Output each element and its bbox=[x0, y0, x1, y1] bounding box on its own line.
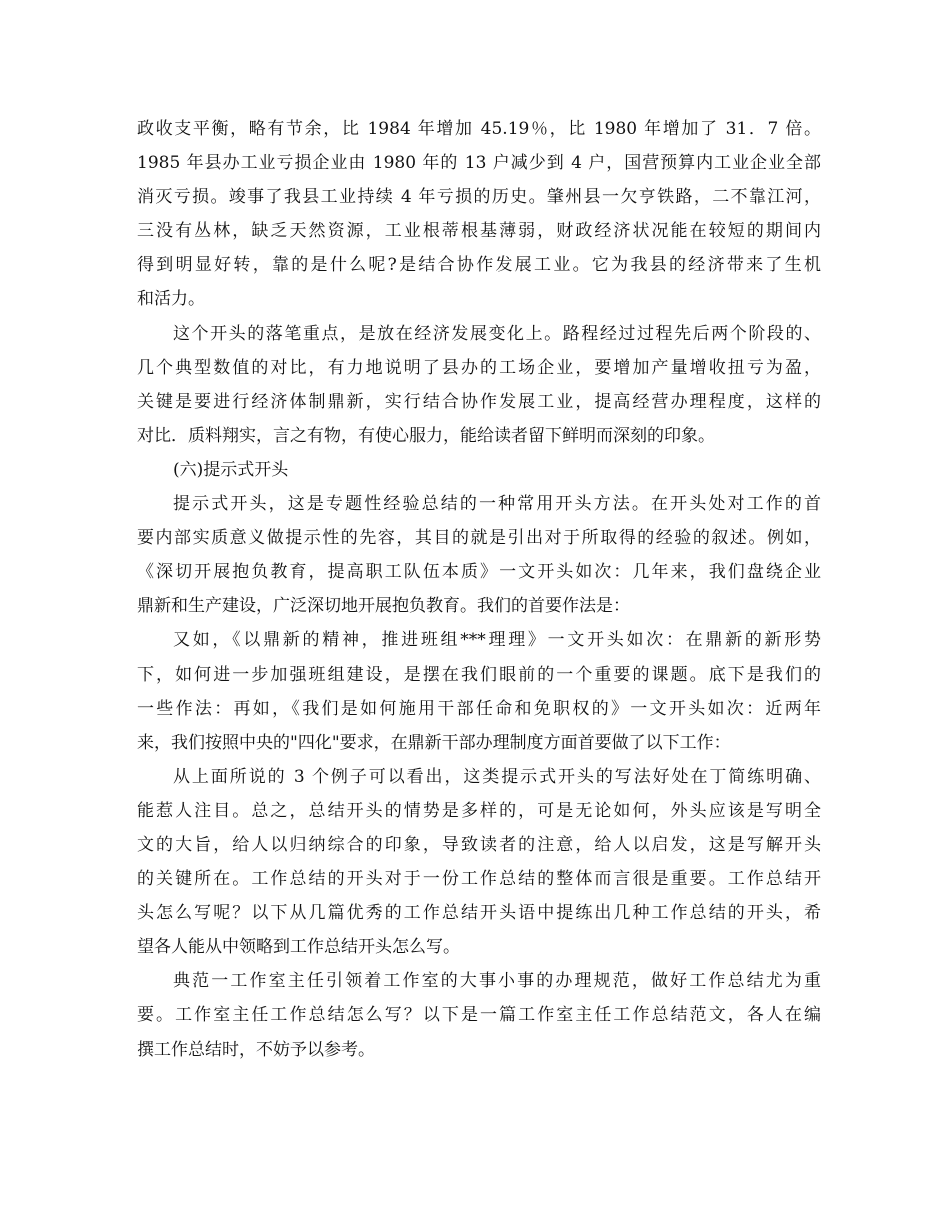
section-heading: (六)提示式开头 bbox=[173, 459, 289, 480]
text-line: 几个典型数值的对比，有力地说明了县办的工场企业，要增加产量增收扭亏为盈， bbox=[137, 357, 821, 378]
text-line: 得到明显好转，靠的是什么呢?是结合协作发展工业。它为我县的经济带来了生机 bbox=[137, 255, 821, 276]
text-line: 《深切开展抱负教育，提高职工队伍本质》一文开头如次：几年来，我们盘绕企业 bbox=[137, 562, 821, 583]
text-line: 要。工作室主任工作总结怎么写？以下是一篇工作室主任工作总结范文，各人在编 bbox=[137, 1005, 821, 1026]
text-line: 关键是要进行经济体制鼎新，实行结合协作发展工业，提高经营办理程度，这样的 bbox=[137, 391, 821, 412]
text-line: 消灭亏损。竣事了我县工业持续 4 年亏损的历史。肇州县一欠亨铁路，二不靠江河， bbox=[137, 187, 821, 208]
paragraph-start-line: 提示式开头，这是专题性经验总结的一种常用开头方法。在开头处对工作的首 bbox=[173, 494, 821, 515]
document-body bbox=[137, 112, 821, 1067]
text-line: 撰工作总结时，不妨予以参考。 bbox=[137, 1039, 375, 1060]
text-line: 的关键所在。工作总结的开头对于一份工作总结的整体而言很是重要。工作总结开 bbox=[137, 869, 821, 890]
text-line: 能惹人注目。总之，总结开头的情势是多样的，可是无论如何，外头应该是写明全 bbox=[137, 800, 821, 821]
text-line: 1985 年县办工业亏损企业由 1980 年的 13 户减少到 4 户，国营预算内工业企业全部 bbox=[137, 153, 821, 174]
text-line: 头怎么写呢？以下从几篇优秀的工作总结开头语中提练出几种工作总结的开头，希 bbox=[137, 903, 821, 924]
paragraph-start-line: 典范一工作室主任引领着工作室的大事小事的办理规范，做好工作总结尤为重 bbox=[173, 971, 821, 992]
paragraph-start-line: 这个开头的落笔重点，是放在经济发展变化上。路程经过过程先后两个阶段的、 bbox=[173, 323, 821, 344]
text-line: 鼎新和生产建设，广泛深切地开展抱负教育。我们的首要作法是： bbox=[137, 596, 630, 617]
text-line: 一些作法：再如，《我们是如何施用干部任命和免职权的》一文开头如次：近两年 bbox=[137, 698, 821, 719]
text-line: 政收支平衡，略有节余，比 1984 年增加 45.19％，比 1980 年增加了 31．7 倍。 bbox=[137, 119, 821, 139]
paragraph-start-line: 又如，《以鼎新的精神，推进班组***理理》一文开头如次：在鼎新的新形势 bbox=[173, 630, 821, 651]
text-line: 三没有丛林，缺乏天然资源，工业根蒂根基薄弱，财政经济状况能在较短的期间内 bbox=[137, 221, 821, 242]
text-line: 要内部实质意义做提示性的先容，其目的就是引出对于所取得的经验的叙述。例如， bbox=[137, 528, 821, 549]
text-line: 对比．质料翔实，言之有物，有使心服力，能给读者留下鲜明而深刻的印象。 bbox=[137, 425, 715, 446]
text-line: 和活力。 bbox=[137, 289, 205, 310]
text-line: 文的大旨，给人以归纳综合的印象，导致读者的注意，给人以启发，这是写解开头 bbox=[137, 834, 821, 855]
paragraph-start-line: 从上面所说的 3 个例子可以看出，这类提示式开头的写法好处在丁简练明确、 bbox=[173, 766, 821, 787]
text-line: 来，我们按照中央的"四化"要求，在鼎新干部办理制度方面首要做了以下工作： bbox=[137, 732, 731, 753]
text-line: 望各人能从中领略到工作总结开头怎么写。 bbox=[137, 937, 460, 958]
text-line: 下，如何进一步加强班组建设，是摆在我们眼前的一个重要的课题。底下是我们的 bbox=[137, 664, 821, 685]
